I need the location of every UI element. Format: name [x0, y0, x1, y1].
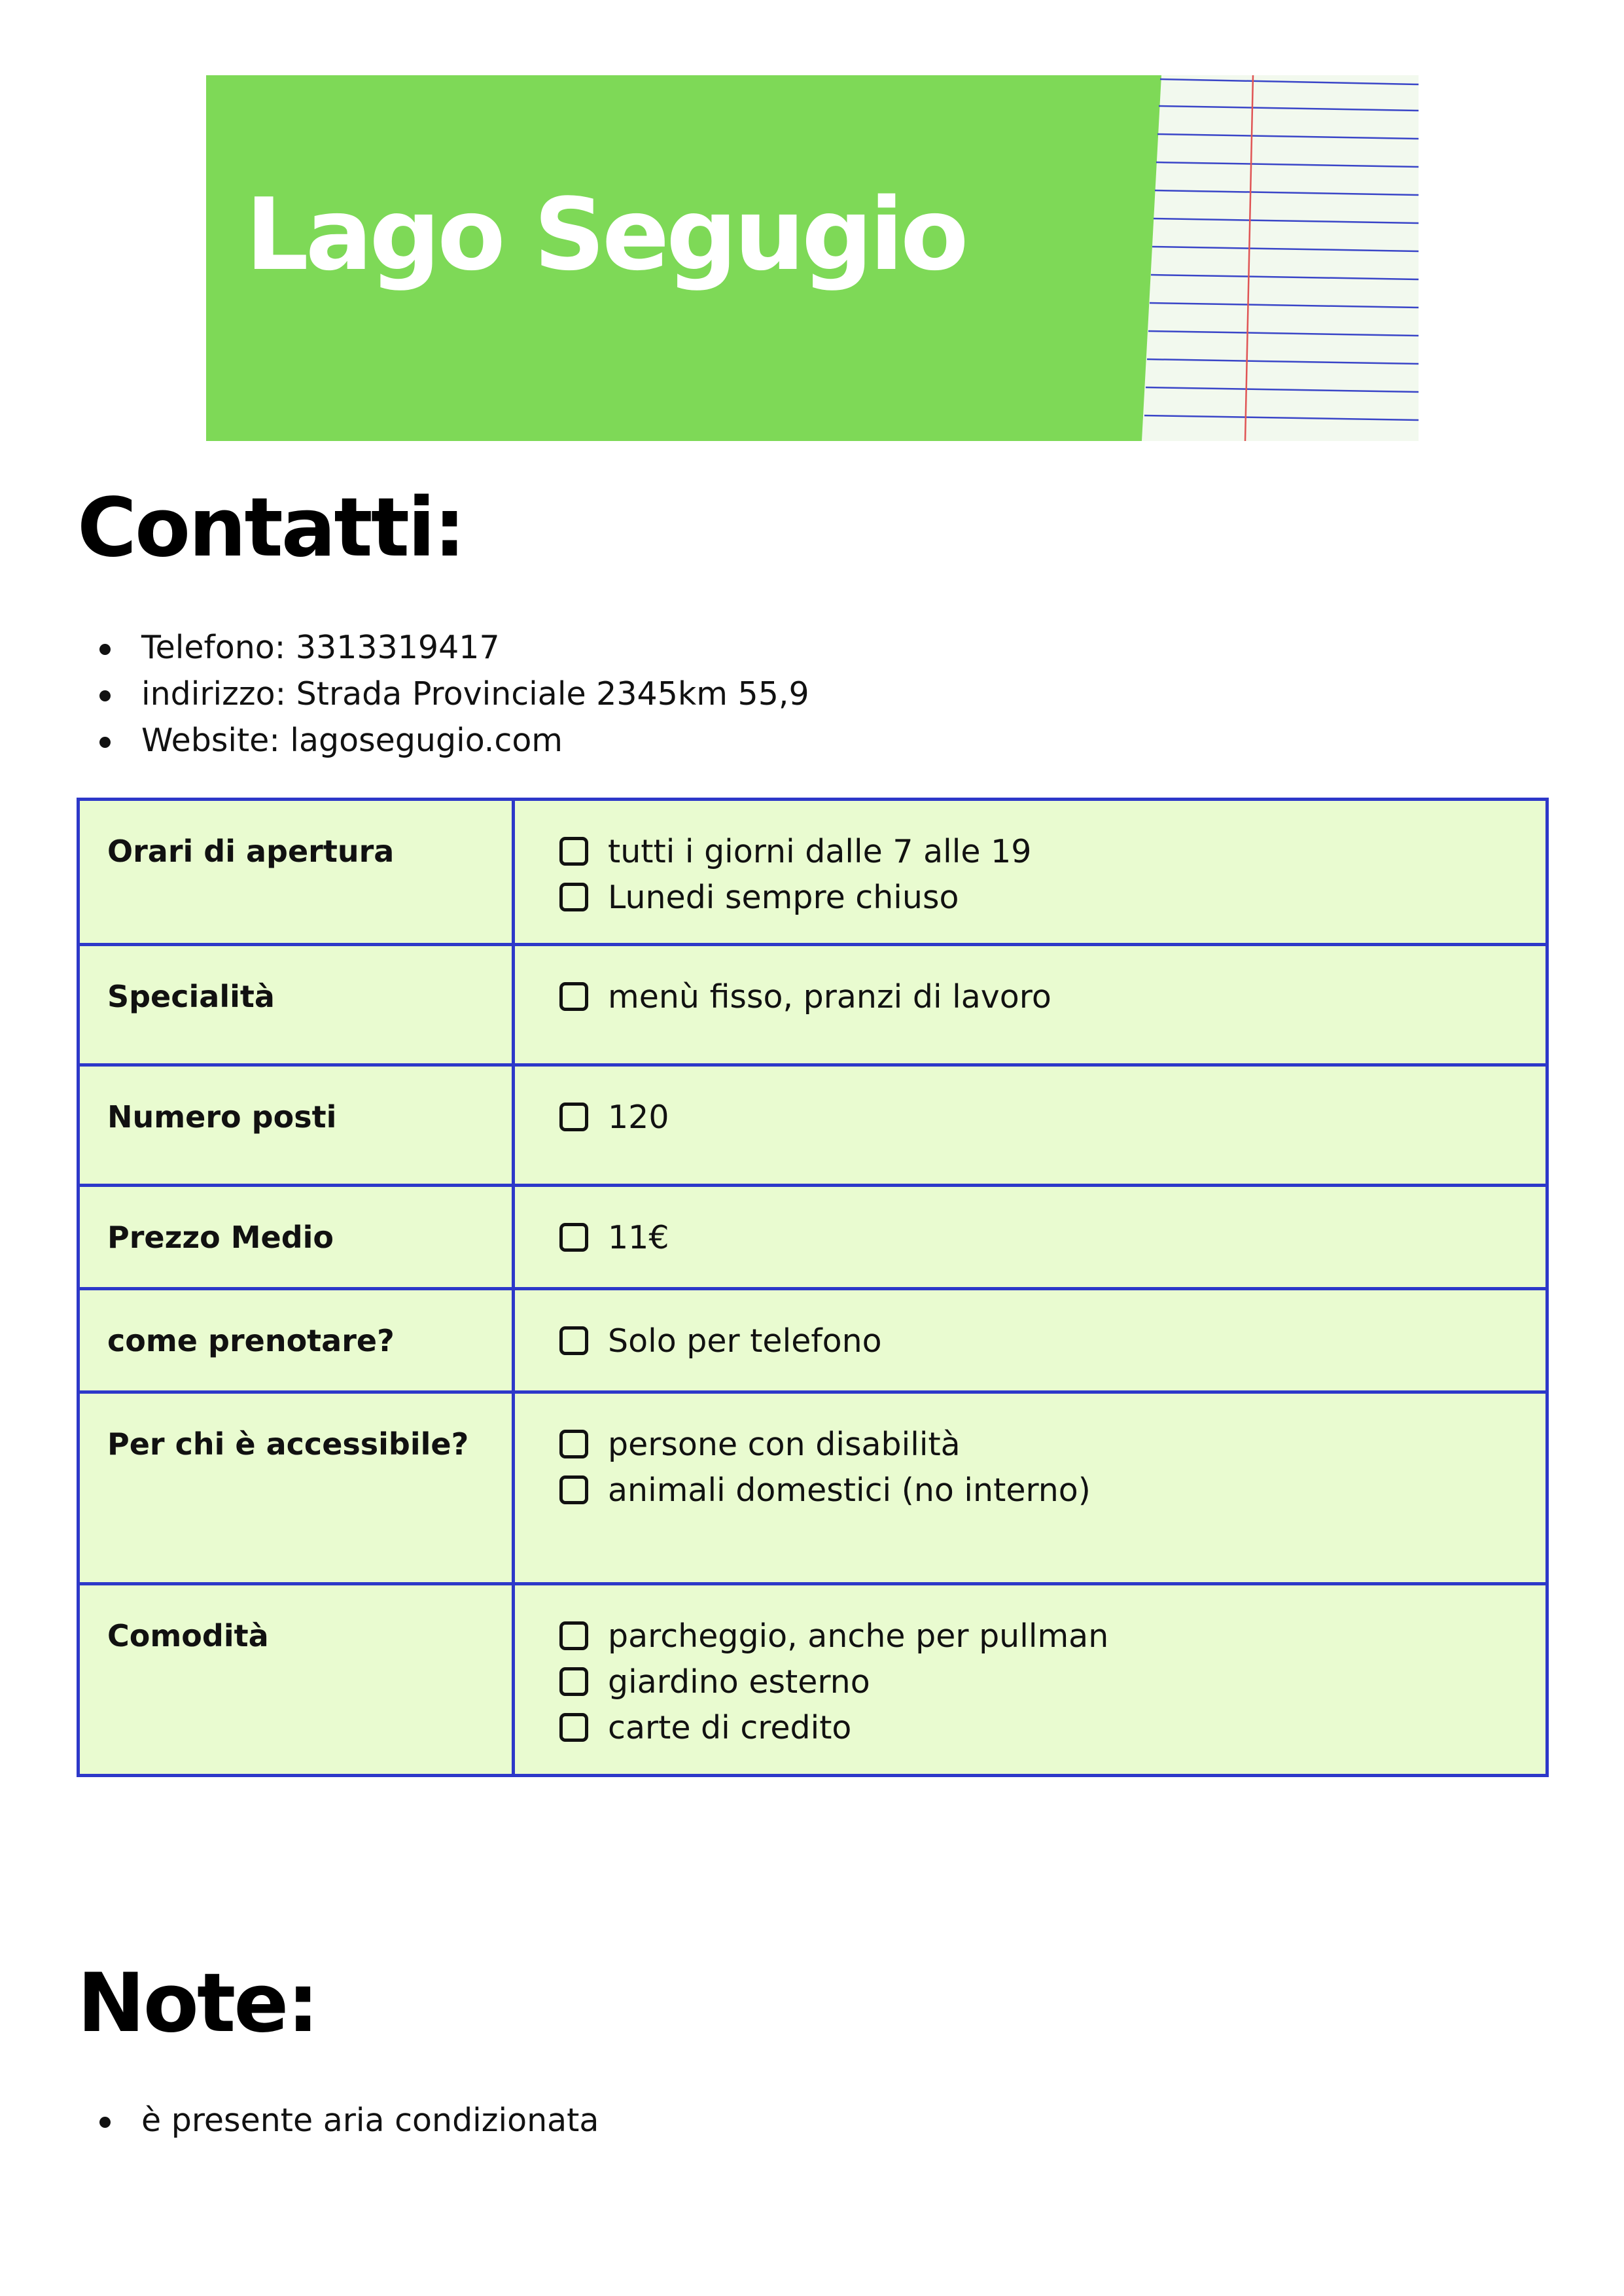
checklist-item-label: Lunedi sempre chiuso — [608, 878, 959, 916]
row-value-cell — [514, 1289, 1547, 1392]
row-value-cell — [514, 800, 1547, 945]
checkbox[interactable] — [559, 1430, 588, 1458]
notes-heading: Note: — [77, 1956, 317, 2051]
checklist-item-label: carte di credito — [608, 1708, 852, 1746]
table-row — [79, 1186, 1547, 1289]
checkbox[interactable] — [559, 1475, 588, 1504]
checklist-item-label: 11€ — [608, 1218, 669, 1256]
table-row — [79, 800, 1547, 945]
checklist-item-label: 120 — [608, 1098, 669, 1136]
checklist-item-label: animali domestici (no interno) — [608, 1471, 1091, 1509]
info-table — [77, 798, 1549, 1777]
row-label-cell — [79, 1584, 514, 1776]
row-value-cell — [514, 1186, 1547, 1289]
checkbox[interactable] — [559, 1621, 588, 1650]
checkbox[interactable] — [559, 883, 588, 911]
row-label-cell — [79, 1065, 514, 1186]
row-label: Specialità — [107, 979, 275, 1014]
checklist-item — [559, 1214, 1532, 1260]
checklist-item — [559, 1094, 1532, 1140]
row-label: come prenotare? — [107, 1323, 395, 1358]
row-value-cell — [514, 945, 1547, 1065]
checklist-item — [559, 974, 1532, 1019]
checkbox[interactable] — [559, 1103, 588, 1131]
checklist-item — [559, 1421, 1532, 1467]
contacts-heading: Contatti: — [77, 481, 465, 575]
checklist-item — [559, 1467, 1532, 1513]
checklist-item-label: menù fisso, pranzi di lavoro — [608, 978, 1051, 1016]
row-label: Comodità — [107, 1618, 269, 1653]
table-row — [79, 1392, 1547, 1584]
checklist-item-label: tutti i giorni dalle 7 alle 19 — [608, 832, 1032, 870]
checkbox[interactable] — [559, 982, 588, 1011]
checklist-item — [559, 1318, 1532, 1364]
contact-phone: Telefono: 3313319417 — [98, 624, 809, 671]
checklist-item-label: parcheggio, anche per pullman — [608, 1617, 1109, 1655]
row-value-cell — [514, 1584, 1547, 1776]
checklist-item-label: persone con disabilità — [608, 1425, 961, 1463]
checkbox[interactable] — [559, 837, 588, 866]
row-label-cell — [79, 1392, 514, 1584]
row-value-cell — [514, 1392, 1547, 1584]
header-banner — [206, 75, 1419, 441]
row-label-cell — [79, 945, 514, 1065]
note-item: è presente aria condizionata — [98, 2097, 599, 2144]
table-row — [79, 1065, 1547, 1186]
checklist-item — [559, 1704, 1532, 1750]
contact-address: indirizzo: Strada Provinciale 2345km 55,9 — [98, 671, 809, 717]
row-label: Prezzo Medio — [107, 1220, 334, 1255]
row-label-cell — [79, 800, 514, 945]
checklist-item — [559, 1659, 1532, 1704]
row-label: Orari di apertura — [107, 834, 395, 869]
page-title: Lago Segugio — [245, 177, 966, 292]
checklist-item — [559, 874, 1532, 920]
checkbox[interactable] — [559, 1667, 588, 1696]
notes-list — [98, 2097, 599, 2144]
row-label-cell — [79, 1289, 514, 1392]
lined-paper-decoration — [1142, 75, 1419, 441]
row-label: Per chi è accessibile? — [107, 1426, 469, 1462]
checklist-item-label: giardino esterno — [608, 1663, 870, 1701]
checklist-item — [559, 1613, 1532, 1659]
row-value-cell — [514, 1065, 1547, 1186]
row-label: Numero posti — [107, 1099, 337, 1135]
contact-website: Website: lagosegugio.com — [98, 717, 809, 764]
checklist-item — [559, 828, 1532, 874]
checkbox[interactable] — [559, 1223, 588, 1252]
row-label-cell — [79, 1186, 514, 1289]
table-row — [79, 1584, 1547, 1776]
checkbox[interactable] — [559, 1326, 588, 1355]
checklist-item-label: Solo per telefono — [608, 1322, 882, 1360]
table-row — [79, 1289, 1547, 1392]
contacts-list — [98, 624, 809, 764]
table-row — [79, 945, 1547, 1065]
checkbox[interactable] — [559, 1713, 588, 1742]
